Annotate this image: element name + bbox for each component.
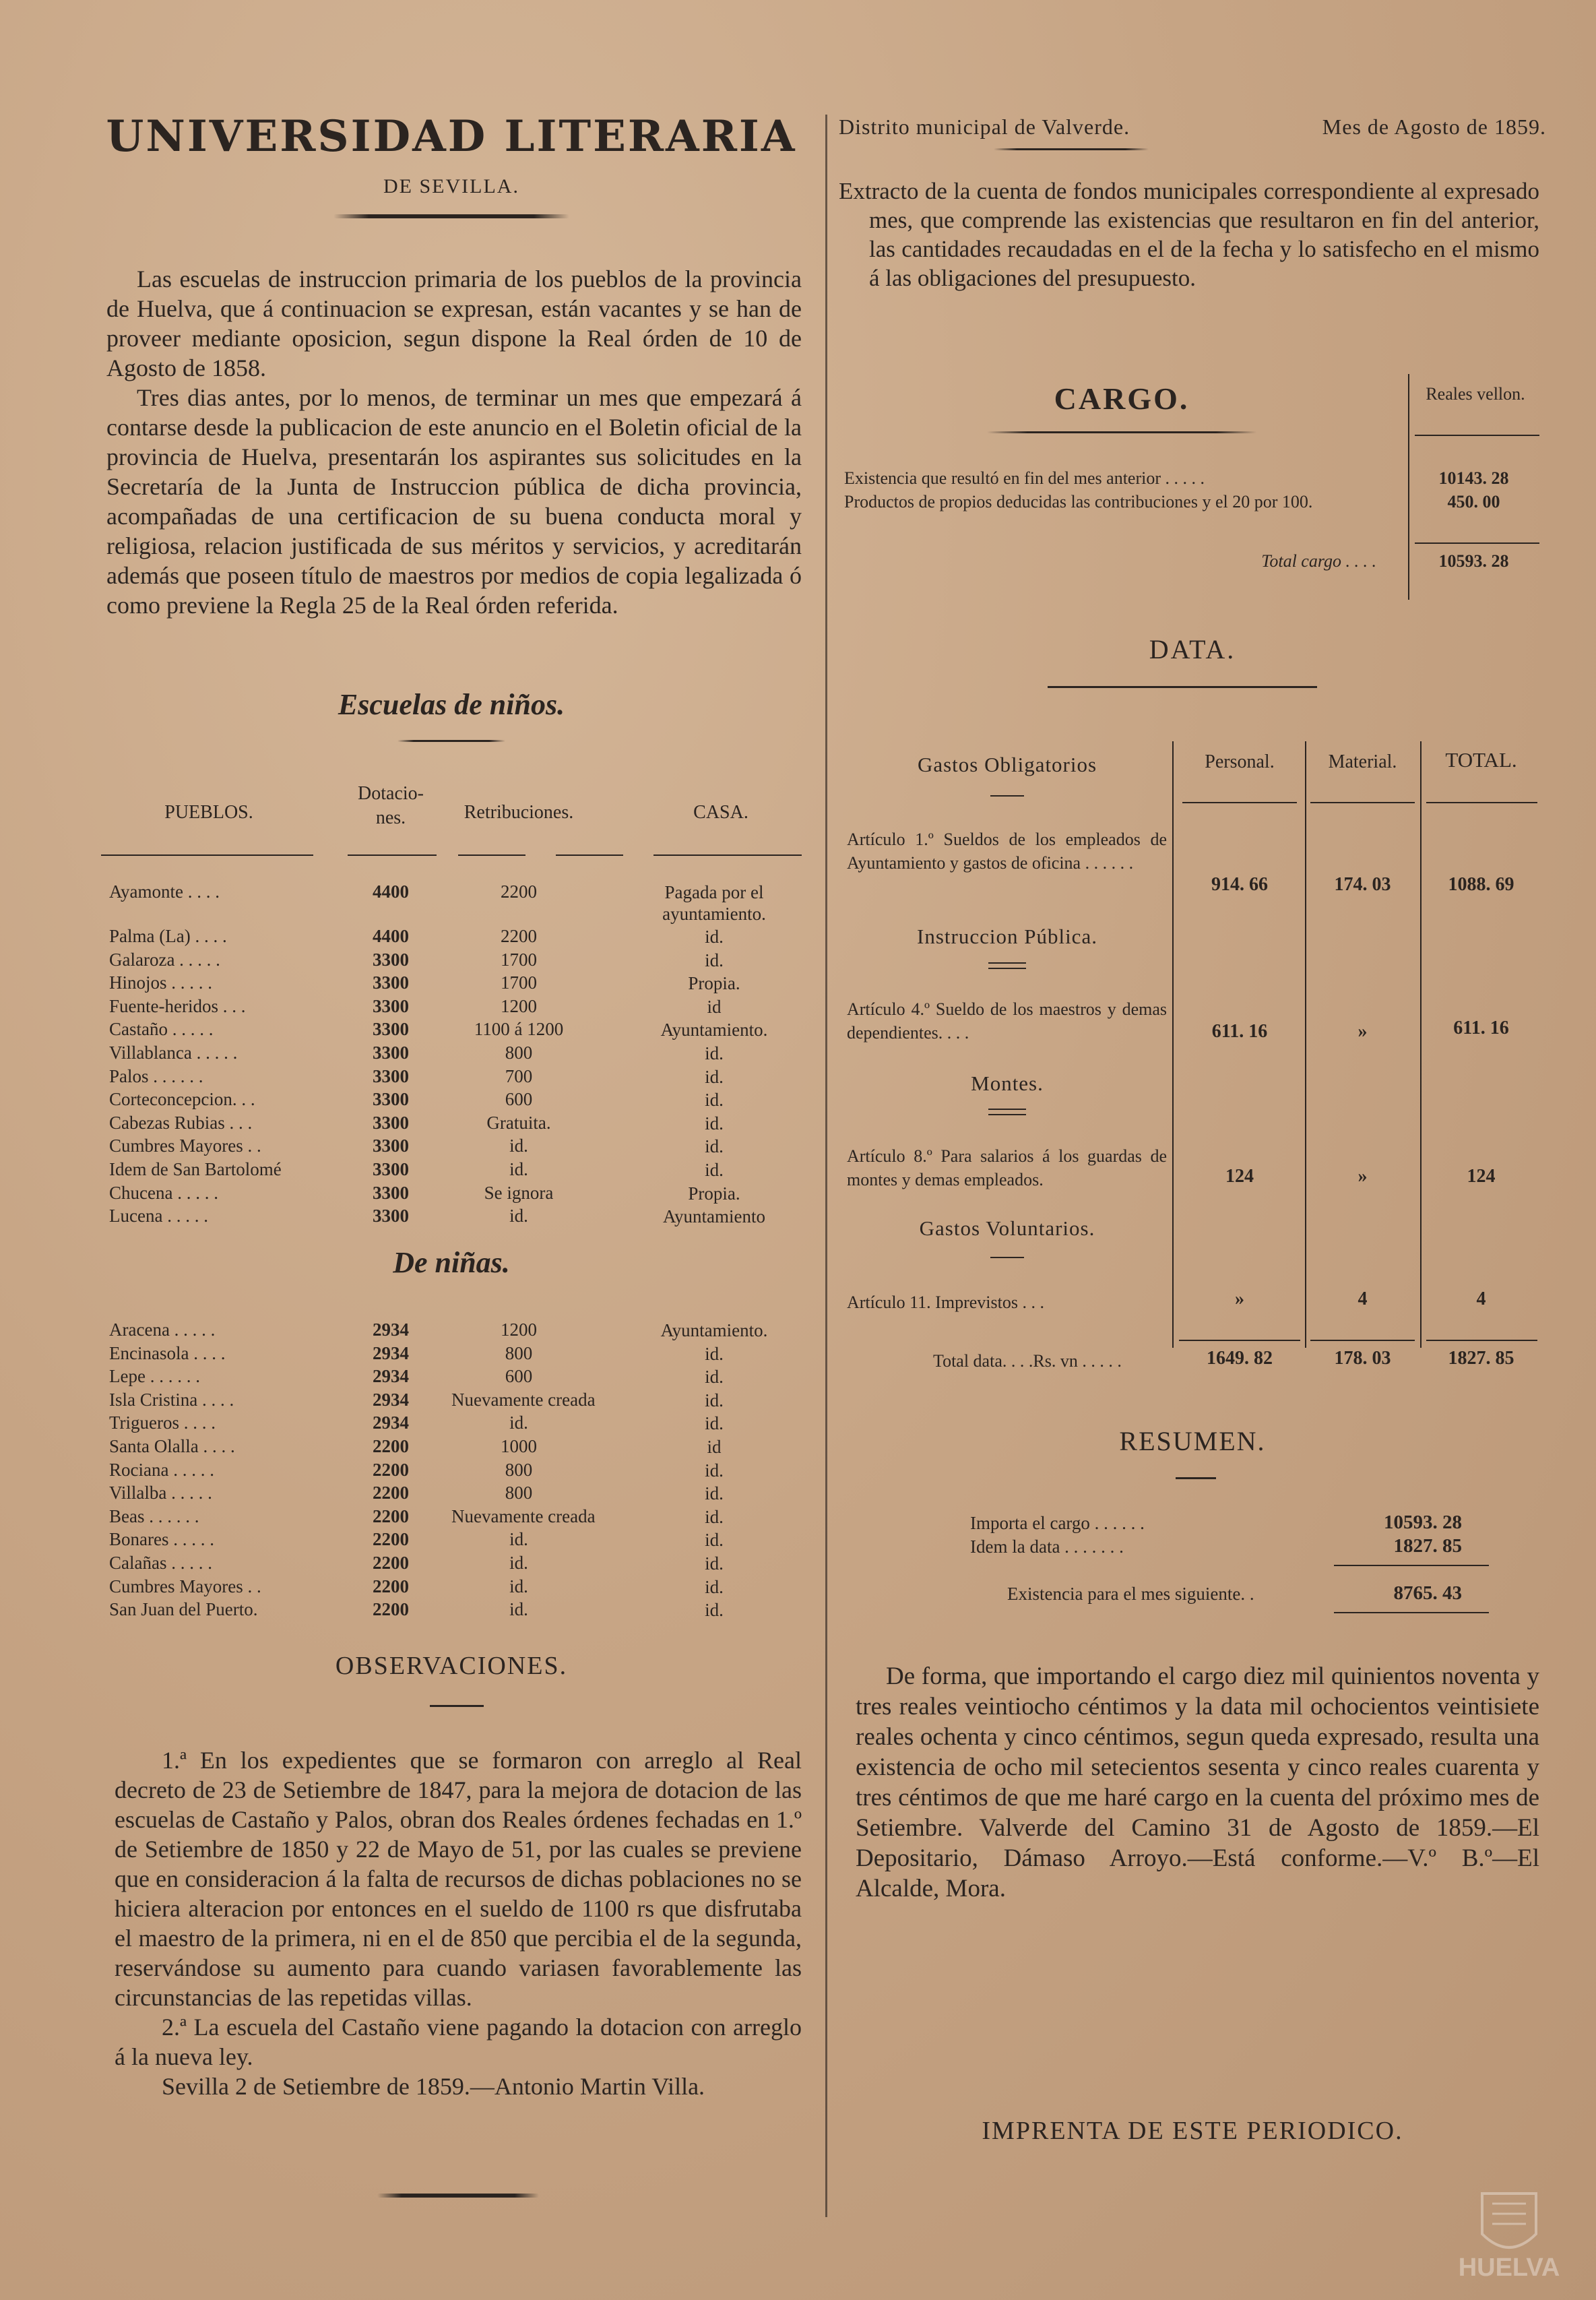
casa-cell: Ayuntamiento. <box>660 1020 768 1040</box>
casa-cell: id <box>707 1436 722 1457</box>
casa-cell: id. <box>705 1460 724 1481</box>
district-name: Distrito municipal de Valverde. <box>839 115 1130 139</box>
cargo-vertical-rule <box>1408 374 1409 600</box>
cargo-label: Existencia que resultó en fin del mes anterior . . . . . <box>844 468 1205 488</box>
pueblo-cell: Calañas . . . . . <box>109 1552 212 1573</box>
dotacion-cell: 2200 <box>373 1529 409 1550</box>
header-rule <box>653 854 802 856</box>
pueblo-cell: Rociana . . . . . <box>109 1459 214 1480</box>
dotacion-cell: 3300 <box>373 995 409 1016</box>
dotacion-cell: 2934 <box>373 1342 409 1363</box>
art1-material: 174. 03 <box>1334 874 1391 895</box>
casa-cell: id. <box>705 1159 724 1180</box>
casa-cell: id. <box>705 1066 724 1087</box>
table-row <box>101 1366 802 1390</box>
casa-cell: Pagada por el ayuntamiento. <box>662 882 766 924</box>
ninas-table <box>101 1319 802 1623</box>
articulo-11: Artículo 11. Imprevistos . . . <box>847 1293 1044 1312</box>
table-row <box>101 1343 802 1367</box>
signature-line: Sevilla 2 de Setiembre de 1859.—Antonio Martin Villa. <box>162 2073 705 2100</box>
crest-icon <box>1435 2187 1583 2281</box>
resumen-rule <box>1334 1565 1489 1566</box>
pueblo-cell: Aracena . . . . . <box>109 1319 216 1340</box>
table-row <box>101 1183 802 1206</box>
observaciones-text <box>115 1745 802 2101</box>
retribucion-cell: 800 <box>505 1483 533 1503</box>
masthead-subtitle: DE SEVILLA. <box>383 175 519 197</box>
pueblo-cell: Lucena . . . . . <box>109 1206 208 1226</box>
articulo-4: Artículo 4.º Sueldo de los maestros y demas dependientes. . . . <box>847 999 1167 1043</box>
header-rule <box>458 854 525 856</box>
pueblo-cell: Cumbres Mayores . . <box>109 1576 261 1596</box>
pueblo-cell: Castaño . . . . . <box>109 1019 214 1040</box>
existencia-label: Existencia para el mes siguiente. . <box>1007 1584 1254 1604</box>
casa-cell: id. <box>705 1506 724 1527</box>
pueblo-cell: Palos . . . . . . <box>109 1065 203 1086</box>
retribucion-cell: 2200 <box>501 926 537 946</box>
casa-cell: id <box>707 996 722 1017</box>
art11-material: 4 <box>1358 1288 1368 1309</box>
intro-paragraph: Las escuelas de instruccion primaria de los pueblos de la provincia de Huelva, que á continuacion se expresan, están vacantes y se han de proveer mediante oposicion, segun dispone la Real órden de 10 de Agosto de 1858. <box>106 266 802 381</box>
watermark-text: HUELVA <box>1458 2254 1560 2281</box>
montes-heading: Montes. <box>971 1071 1044 1095</box>
dash-rule <box>988 1109 1026 1110</box>
art8-total: 124 <box>1467 1166 1496 1187</box>
table-row <box>101 881 802 926</box>
header-rule <box>101 854 313 856</box>
table-row <box>101 1529 802 1553</box>
table-row <box>101 926 802 950</box>
closing-text <box>856 1661 1539 1904</box>
header-rule <box>348 854 437 856</box>
articulo-1: Artículo 1.º Sueldos de los empleados de Ayuntamiento y gastos de oficina . . . . . . <box>847 830 1167 873</box>
dash-rule <box>988 1114 1026 1115</box>
intro-paragraph: Tres dias antes, por lo menos, de terminar un mes que empezará á contarse desde la publicacion de este anuncio en el Boletin oficial de la provincia de Huelva, presentarán los aspirantes sus solicitudes en la Secretaría de la Junta de Instruccion pública de dicha provincia, acompañadas de una certificacion de su buena conducta moral y religiosa, relacion justificada de sus méritos y servicios, y acreditarán además que poseen título de maestros por medios de copia legalizada ó como previene la Regla 25 de la Real órden referida. <box>106 384 802 619</box>
dotacion-cell: 2200 <box>373 1599 409 1620</box>
retribucion-cell: id. <box>509 1206 528 1226</box>
dotacion-cell: 2934 <box>373 1319 409 1340</box>
resumen-value: 10593. 28 <box>1384 1512 1462 1533</box>
retribucion-cell: 2200 <box>501 881 537 902</box>
casa-cell: id. <box>705 927 724 947</box>
retribucion-cell: id. <box>509 1529 528 1550</box>
resumen-label: Importa el cargo . . . . . . <box>970 1513 1145 1533</box>
pueblo-cell: Corteconcepcion. . . <box>109 1089 255 1110</box>
casa-cell: id. <box>705 1136 724 1157</box>
pueblo-cell: Isla Cristina . . . . <box>109 1389 234 1410</box>
total-data-total: 1827. 85 <box>1448 1348 1514 1369</box>
closing-paragraph: De forma, que importando el cargo diez mil quinientos noventa y tres reales veintiocho céntimos y la data mil ochocientos veintisiete reales ochenta y cinco céntimos, segun queda expresado, resulta una existencia de ocho mil setecientos sesenta y cinco reales cuarenta y tres céntimos de que me haré cargo en la cuenta del próximo mes de Setiembre. Valverde del Camino 31 de Agosto de 1859.—El Depositario, Dámaso Arroyo.—Está conforme.—V.º B.º—El Alcalde, Mora. <box>856 1662 1539 1902</box>
pueblo-cell: Chucena . . . . . <box>109 1182 218 1203</box>
art1-personal: 914. 66 <box>1211 874 1268 895</box>
data-rule <box>1310 802 1415 803</box>
total-data-personal: 1649. 82 <box>1207 1348 1273 1369</box>
casa-cell: id. <box>705 1343 724 1364</box>
ornament-rule <box>333 214 569 218</box>
intro-text <box>106 264 802 620</box>
pueblo-cell: Beas . . . . . . <box>109 1505 199 1526</box>
dotacion-cell: 2934 <box>373 1366 409 1387</box>
ninas-heading: De niñas. <box>393 1246 510 1279</box>
dash-rule <box>990 1257 1024 1258</box>
dotacion-cell: 4400 <box>373 926 409 946</box>
retribucion-cell: 800 <box>505 1342 533 1363</box>
casa-cell: id. <box>705 1090 724 1111</box>
ornament-rule <box>377 2194 539 2198</box>
ninos-table <box>101 881 802 1229</box>
retribucion-cell: 1200 <box>501 995 537 1016</box>
extracto-paragraph: Extracto de la cuenta de fondos municipales correspondiente al expresado mes, que comprende las existencias que resultaron en fin del anterior, las cantidades recaudadas en el de la fecha y lo satisfecho en el mismo á las obligaciones del presupuesto. <box>839 178 1539 291</box>
table-row <box>101 996 802 1020</box>
pueblo-cell: Trigueros . . . . <box>109 1412 216 1433</box>
dotacion-cell: 2200 <box>373 1552 409 1573</box>
col-material: Material. <box>1328 751 1397 772</box>
header-rule <box>556 854 623 856</box>
dotacion-cell: 2200 <box>373 1483 409 1503</box>
casa-cell: id. <box>705 1576 724 1597</box>
art11-personal: » <box>1235 1288 1244 1309</box>
dotacion-cell: 3300 <box>373 1112 409 1133</box>
casa-cell: Ayuntamiento. <box>660 1320 768 1340</box>
table-row <box>101 1089 802 1113</box>
huelva-watermark <box>1435 2187 1583 2281</box>
retribucion-cell: 800 <box>505 1459 533 1480</box>
ornament-rule <box>397 740 505 742</box>
art8-personal: 124 <box>1225 1166 1254 1187</box>
data-rule <box>1182 802 1297 803</box>
dotacion-cell: 3300 <box>373 1089 409 1110</box>
casa-cell: id. <box>705 1413 724 1434</box>
dotacion-cell: 3300 <box>373 1182 409 1203</box>
retribucion-cell: 1700 <box>501 949 537 970</box>
dash-rule <box>988 968 1026 969</box>
casa-cell: id. <box>705 1367 724 1388</box>
instruccion-heading: Instruccion Pública. <box>917 925 1097 948</box>
table-row <box>101 1483 802 1506</box>
table-row <box>101 1136 802 1159</box>
total-cargo-value: 10593. 28 <box>1438 551 1509 571</box>
pueblo-cell: Fuente-heridos . . . <box>109 995 246 1016</box>
table-row <box>101 1390 802 1413</box>
resumen-label: Idem la data . . . . . . . <box>970 1536 1124 1557</box>
retribucion-cell: id. <box>509 1552 528 1573</box>
table-header <box>101 782 802 863</box>
pueblo-cell: Galaroza . . . . . <box>109 949 220 970</box>
retribucion-cell: Se ignora <box>484 1182 554 1203</box>
dash-rule <box>988 962 1026 964</box>
retribucion-cell: id. <box>509 1576 528 1596</box>
table-row <box>101 1553 802 1576</box>
dotacion-cell: 3300 <box>373 1136 409 1156</box>
table-row <box>101 1506 802 1530</box>
total-data-material: 178. 03 <box>1334 1348 1391 1369</box>
retribucion-cell: Nuevamente creada <box>451 1505 596 1526</box>
retribucion-cell: 1000 <box>501 1435 537 1456</box>
retribucion-cell: Nuevamente creada <box>451 1389 596 1410</box>
dotacion-cell: 2934 <box>373 1389 409 1410</box>
art4-material: » <box>1358 1021 1368 1042</box>
art11-total: 4 <box>1476 1288 1486 1309</box>
table-row <box>101 1206 802 1229</box>
table-row <box>101 1412 802 1436</box>
data-rule <box>1426 1340 1537 1341</box>
extracto-text <box>839 177 1539 292</box>
observacion-paragraph: 1.ª En los expedientes que se formaron con arreglo al Real decreto de 23 de Setiembre de 1847, para la mejora de dotacion de las escuelas de Castaño y Palos, obran dos Reales órdenes fechadas en 1.º de Setiembre de 1850 y 22 de Mayo de 51, por las cuales se previene que en consideracion á la falta de recursos de dichas poblaciones no se hiciera alteracion por entonces en el sueldo de 1100 rs que disfrutaba el maestro de la primera, ni en el de 850 que percibia el de la segunda, reservándose su aumento para cuando variasen favorablemente las circunstancias de las repetidas villas. <box>115 1747 802 2011</box>
pueblo-cell: Cumbres Mayores . . <box>109 1136 261 1156</box>
resumen-rule <box>1334 1612 1489 1613</box>
imprenta-footer: IMPRENTA DE ESTE PERIODICO. <box>982 2117 1403 2145</box>
header-dotaciones: Dotacio- nes. <box>358 783 424 828</box>
existencia-value: 8765. 43 <box>1393 1582 1462 1604</box>
pueblo-cell: Lepe . . . . . . <box>109 1366 200 1387</box>
voluntarios-heading: Gastos Voluntarios. <box>919 1216 1095 1240</box>
casa-cell: id. <box>705 1043 724 1063</box>
casa-cell: Propia. <box>688 1183 740 1204</box>
column-divider <box>825 115 827 2217</box>
pueblo-cell: Villablanca . . . . . <box>109 1042 238 1063</box>
header-casa: CASA. <box>693 802 748 823</box>
casa-cell: Propia. <box>688 973 740 994</box>
art4-total: 611. 16 <box>1453 1018 1509 1038</box>
data-vertical-rule <box>1420 741 1422 1348</box>
table-row <box>101 1066 802 1090</box>
dash-rule <box>1176 1477 1216 1479</box>
casa-cell: id. <box>705 1483 724 1504</box>
table-row <box>101 950 802 973</box>
table-row <box>101 1159 802 1183</box>
month-label: Mes de Agosto de 1859. <box>1322 115 1546 139</box>
dotacion-cell: 3300 <box>373 1065 409 1086</box>
art4-personal: 611. 16 <box>1211 1021 1268 1042</box>
dotacion-cell: 3300 <box>373 1158 409 1179</box>
data-rule <box>1179 1340 1300 1341</box>
data-rule <box>1310 1340 1415 1341</box>
pueblo-cell: Villalba . . . . . <box>109 1483 212 1503</box>
dash-rule <box>990 795 1024 797</box>
pueblo-cell: Encinasola . . . . <box>109 1342 226 1363</box>
dotacion-cell: 2200 <box>373 1576 409 1596</box>
data-heading: DATA. <box>1149 634 1236 664</box>
casa-cell: id. <box>705 1530 724 1551</box>
casa-cell: id. <box>705 1600 724 1621</box>
art1-total: 1088. 69 <box>1448 874 1514 895</box>
table-row <box>101 1599 802 1623</box>
pueblo-cell: Bonares . . . . . <box>109 1529 214 1550</box>
dotacion-cell: 2200 <box>373 1459 409 1480</box>
table-row <box>101 1576 802 1600</box>
pueblo-cell: Cabezas Rubias . . . <box>109 1112 253 1133</box>
cargo-rule <box>1415 542 1539 544</box>
table-row <box>101 1436 802 1460</box>
col-total: TOTAL. <box>1445 748 1517 772</box>
dotacion-cell: 3300 <box>373 949 409 970</box>
resumen-heading: RESUMEN. <box>1119 1426 1266 1456</box>
retribucion-cell: 1700 <box>501 972 537 993</box>
cargo-value: 450. 00 <box>1447 492 1500 511</box>
ornament-rule <box>994 148 1149 150</box>
table-row <box>101 1019 802 1043</box>
retribucion-cell: 1100 á 1200 <box>474 1019 564 1040</box>
col-personal: Personal. <box>1205 751 1275 772</box>
cargo-heading: CARGO. <box>1054 381 1190 416</box>
casa-cell: id. <box>705 950 724 970</box>
retribucion-cell: id. <box>509 1158 528 1179</box>
observaciones-heading: OBSERVACIONES. <box>335 1652 568 1680</box>
dotacion-cell: 3300 <box>373 1206 409 1226</box>
district-header <box>839 115 1546 139</box>
casa-cell: id. <box>705 1113 724 1133</box>
masthead-title: UNIVERSIDAD LITERARIA <box>106 111 797 162</box>
retribucion-cell: Gratuita. <box>486 1112 551 1133</box>
pueblo-cell: Idem de San Bartolomé <box>109 1158 282 1179</box>
pueblo-cell: Ayamonte . . . . <box>109 881 220 902</box>
table-row <box>101 1460 802 1483</box>
gastos-obligatorios-heading: Gastos Obligatorios <box>917 753 1097 776</box>
articulo-8: Artículo 8.º Para salarios á los guardas de montes y demas empleados. <box>847 1146 1167 1189</box>
casa-cell: id. <box>705 1390 724 1410</box>
header-pueblos: PUEBLOS. <box>164 802 253 823</box>
dash-rule <box>1048 686 1317 688</box>
table-row <box>101 1043 802 1066</box>
retribucion-cell: id. <box>509 1412 528 1433</box>
header-retribuciones: Retribuciones. <box>464 802 574 823</box>
retribucion-cell: 1200 <box>501 1319 537 1340</box>
retribucion-cell: 700 <box>505 1065 533 1086</box>
dotacion-cell: 2934 <box>373 1412 409 1433</box>
total-cargo-label: Total cargo . . . . <box>1261 551 1376 571</box>
dotacion-cell: 2200 <box>373 1505 409 1526</box>
art8-material: » <box>1358 1166 1368 1187</box>
reales-vellon-header: Reales vellon. <box>1426 384 1525 404</box>
cargo-rule <box>1415 435 1539 436</box>
ninos-heading: Escuelas de niños. <box>338 688 565 721</box>
dotacion-cell: 3300 <box>373 1042 409 1063</box>
retribucion-cell: id. <box>509 1599 528 1620</box>
cargo-value: 10143. 28 <box>1438 468 1509 488</box>
casa-cell: Ayuntamiento <box>663 1206 765 1227</box>
observacion-paragraph: 2.ª La escuela del Castaño viene pagando la dotacion con arreglo á la nueva ley. <box>115 2014 802 2070</box>
data-vertical-rule <box>1172 741 1174 1348</box>
ornament-rule <box>987 431 1256 433</box>
pueblo-cell: Palma (La) . . . . <box>109 926 227 946</box>
dotacion-cell: 3300 <box>373 1019 409 1040</box>
data-rule <box>1426 802 1537 803</box>
dotacion-cell: 4400 <box>373 881 409 902</box>
dotacion-cell: 3300 <box>373 972 409 993</box>
total-data-label: Total data. . . .Rs. vn . . . . . <box>933 1351 1122 1371</box>
cargo-label: Productos de propios deducidas las contribuciones y el 20 por 100. <box>844 492 1313 511</box>
table-row <box>101 972 802 996</box>
resumen-value: 1827. 85 <box>1393 1535 1462 1557</box>
casa-cell: id. <box>705 1553 724 1574</box>
pueblo-cell: Hinojos . . . . . <box>109 972 213 993</box>
retribucion-cell: id. <box>509 1136 528 1156</box>
pueblo-cell: San Juan del Puerto. <box>109 1599 258 1620</box>
dash-rule <box>430 1705 484 1707</box>
table-row <box>101 1319 802 1343</box>
retribucion-cell: 600 <box>505 1089 533 1110</box>
table-row <box>101 1113 802 1136</box>
retribucion-cell: 800 <box>505 1042 533 1063</box>
retribucion-cell: 600 <box>505 1366 533 1387</box>
dotacion-cell: 2200 <box>373 1435 409 1456</box>
data-vertical-rule <box>1305 741 1306 1348</box>
pueblo-cell: Santa Olalla . . . . <box>109 1435 235 1456</box>
